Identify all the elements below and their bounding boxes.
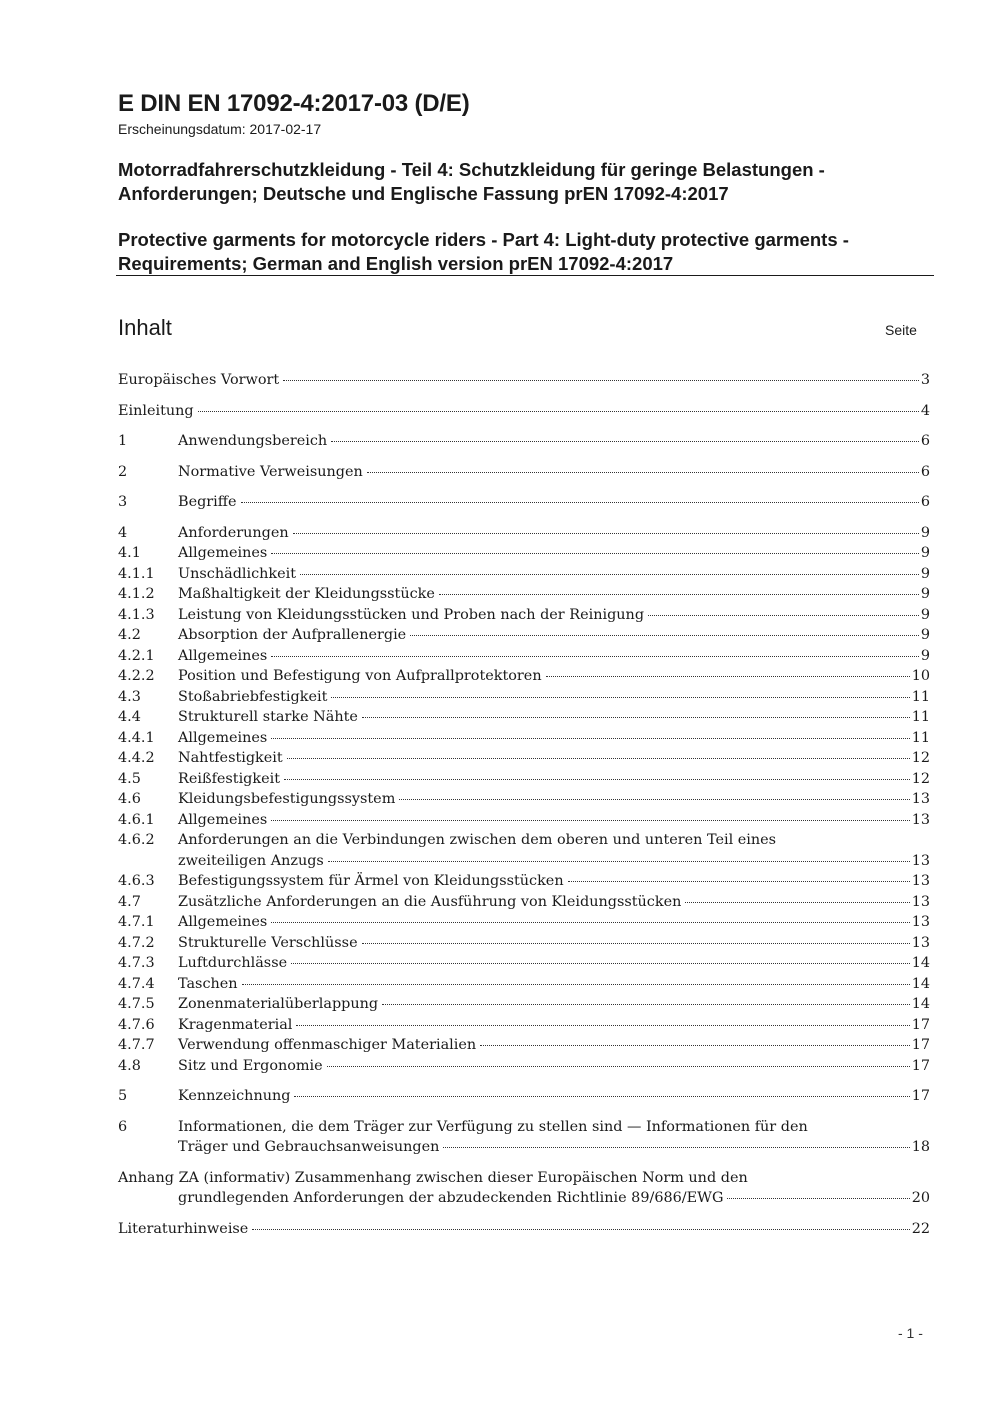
dot-leader <box>252 1229 909 1230</box>
dot-leader <box>331 697 909 698</box>
toc-entry-page: 12 <box>911 770 930 787</box>
toc-entry[interactable] <box>118 789 930 810</box>
toc-entry[interactable] <box>118 687 930 708</box>
toc-entry-page: 13 <box>911 873 930 889</box>
toc-entry-title: Informationen, die dem Träger zur Verfügung zu stellen sind — Informationen für den <box>178 1118 808 1135</box>
publication-date: Erscheinungsdatum: 2017-02-17 <box>118 121 322 137</box>
toc-entry-page: 17 <box>911 1057 930 1074</box>
toc-entry-number: 4.1.2 <box>118 586 155 602</box>
toc-entry[interactable] <box>118 370 930 391</box>
toc-entry-title: Allgemeines <box>178 811 268 828</box>
dot-leader <box>293 533 919 534</box>
toc-entry-number: 4.7.7 <box>118 1037 155 1053</box>
dot-leader <box>546 676 910 677</box>
dot-leader <box>300 574 919 575</box>
toc-entry-page: 17 <box>911 1037 930 1053</box>
toc-entry[interactable] <box>118 401 930 422</box>
page-number: - 1 - <box>898 1325 923 1341</box>
header-divider <box>116 275 934 276</box>
toc-entry-title: Position und Befestigung von Aufprallprotektoren <box>178 668 542 684</box>
dot-leader <box>685 902 909 903</box>
toc-entry-number: 4.7.6 <box>118 1016 155 1033</box>
toc-entry-number: 4.2 <box>118 627 141 643</box>
dot-leader <box>283 380 919 381</box>
toc-entry-page: 11 <box>911 709 930 725</box>
toc-entry-title-cont: Träger und Gebrauchsanweisungen <box>178 1139 440 1155</box>
toc-entry[interactable] <box>118 523 930 544</box>
toc-entry[interactable] <box>118 830 930 851</box>
toc-entry-page: 18 <box>911 1139 930 1155</box>
toc-entry-title-cont: grundlegenden Anforderungen der abzudeckenden Richtlinie 89/686/EWG <box>178 1190 724 1206</box>
toc-entry-title: Stoßabriebfestigkeit <box>178 688 328 705</box>
toc-entry-continuation[interactable] <box>118 1188 930 1209</box>
toc-entry-title: Einleitung <box>118 402 194 419</box>
toc-entry-title: Begriffe <box>178 494 237 510</box>
dot-leader <box>399 799 909 800</box>
dot-leader <box>327 1066 910 1067</box>
toc-entry-number: 4.3 <box>118 688 141 705</box>
toc-entry-number: 4.7.2 <box>118 934 155 951</box>
toc-entry-page: 4 <box>920 402 930 419</box>
toc-entry-title: Leistung von Kleidungsstücken und Proben nach der Reinigung <box>178 606 645 623</box>
toc-entry-title: Reißfestigkeit <box>178 770 281 787</box>
toc-entry[interactable] <box>118 912 930 933</box>
toc-entry[interactable] <box>118 1056 930 1077</box>
toc-entry[interactable] <box>118 748 930 769</box>
toc-entry[interactable] <box>118 564 930 585</box>
dot-leader <box>331 441 919 442</box>
toc-entry-number: 4.7.1 <box>118 914 155 930</box>
toc-entry[interactable] <box>118 666 930 687</box>
toc-entry[interactable] <box>118 892 930 913</box>
dot-leader <box>241 502 919 503</box>
dot-leader <box>296 1025 909 1026</box>
toc-entry-page: 14 <box>911 975 930 992</box>
toc-entry-number: 4.2.2 <box>118 668 155 684</box>
toc-entry[interactable] <box>118 1117 930 1138</box>
toc-entry-page: 17 <box>911 1016 930 1033</box>
toc-entry-title: Sitz und Ergonomie <box>178 1057 323 1074</box>
toc-entry-page: 9 <box>920 524 930 541</box>
toc-entry-number: 4 <box>118 524 128 541</box>
toc-entry-title: Strukturelle Verschlüsse <box>178 934 358 951</box>
toc-entry[interactable] <box>118 646 930 667</box>
toc-entry-page: 9 <box>920 545 930 561</box>
toc-entry-page: 13 <box>911 791 930 807</box>
toc-entry-title: Allgemeines <box>178 914 268 930</box>
page-column-label: Seite <box>885 322 917 338</box>
toc-entry-page: 13 <box>911 852 930 869</box>
dot-leader <box>271 820 909 821</box>
toc-entry-title: Allgemeines <box>178 729 268 746</box>
toc-entry[interactable] <box>118 543 930 564</box>
toc-entry-title: Anwendungsbereich <box>178 433 328 449</box>
toc-entry[interactable] <box>118 1168 930 1189</box>
dot-leader <box>410 635 919 636</box>
dot-leader <box>271 553 919 554</box>
toc-entry-page: 14 <box>911 996 930 1012</box>
toc-entry-page: 9 <box>920 565 930 582</box>
toc-entry[interactable] <box>118 1219 930 1240</box>
dot-leader <box>367 472 919 473</box>
toc-entry[interactable] <box>118 707 930 728</box>
toc-entry-number: 4.7.3 <box>118 955 155 971</box>
toc-entry-title: Zonenmaterialüberlappung <box>178 996 379 1012</box>
toc-entry-number: 4.7.5 <box>118 996 155 1012</box>
toc-entry-title: Anforderungen <box>178 524 289 541</box>
toc-entry-number: 4.1.1 <box>118 565 155 582</box>
toc-entry-page: 22 <box>911 1220 930 1237</box>
toc-entry[interactable] <box>118 974 930 995</box>
toc-entry-number: 5 <box>118 1088 128 1104</box>
title-german: Motorradfahrerschutzkleidung - Teil 4: Schutzkleidung für geringe Belastungen - Anforderungen; Deutsche und Englische Fassung prEN 17092-4:2017 <box>118 159 825 204</box>
toc-entry-title: Verwendung offenmaschiger Materialien <box>178 1037 477 1053</box>
toc-entry-title: Absorption der Aufprallenergie <box>178 627 407 643</box>
dot-leader <box>198 411 919 412</box>
toc-entry-page: 20 <box>911 1190 930 1206</box>
dot-leader <box>284 779 910 780</box>
toc-entry-number: 3 <box>118 494 128 510</box>
toc-entry-title: Anforderungen an die Verbindungen zwischen dem oberen und unteren Teil eines <box>178 832 777 848</box>
toc-entry[interactable] <box>118 625 930 646</box>
toc-entry-title: Luftdurchlässe <box>178 955 288 971</box>
toc-entry-page: 9 <box>920 586 930 602</box>
toc-entry-page: 11 <box>911 688 930 705</box>
toc-entry-page: 12 <box>911 750 930 766</box>
toc-entry[interactable] <box>118 933 930 954</box>
toc-entry-number: 4.2.1 <box>118 647 155 664</box>
toc-entry-number: 4.6.2 <box>118 832 155 848</box>
dot-leader <box>568 881 910 882</box>
toc-entry-page: 6 <box>920 433 930 449</box>
toc-entry-number: 4.1 <box>118 545 141 561</box>
toc-entry-number: 4.6.1 <box>118 811 155 828</box>
dot-leader <box>727 1198 909 1199</box>
toc-entry-page: 13 <box>911 811 930 828</box>
dot-leader <box>362 717 910 718</box>
toc-entry-continuation[interactable] <box>118 851 930 872</box>
toc-entry-number: 4.8 <box>118 1057 141 1074</box>
dot-leader <box>271 656 919 657</box>
toc-entry-title: Allgemeines <box>178 647 268 664</box>
toc-entry-title: Nahtfestigkeit <box>178 750 283 766</box>
toc-entry-page: 6 <box>920 494 930 510</box>
toc-entry-page: 10 <box>911 668 930 684</box>
toc-entry-title: Kragenmaterial <box>178 1016 293 1033</box>
table-of-contents <box>118 370 930 1239</box>
dot-leader <box>439 594 919 595</box>
dot-leader <box>648 615 919 616</box>
toc-entry[interactable] <box>118 1086 930 1107</box>
toc-entry-page: 13 <box>911 914 930 930</box>
toc-entry[interactable] <box>118 953 930 974</box>
toc-entry[interactable] <box>118 769 930 790</box>
toc-entry-number: 4.6 <box>118 791 141 807</box>
toc-entry-title: Taschen <box>178 975 238 992</box>
toc-entry-title: Strukturell starke Nähte <box>178 709 358 725</box>
toc-entry-number: 1 <box>118 433 128 449</box>
toc-entry-number: 4.6.3 <box>118 873 155 889</box>
toc-entry-title: Maßhaltigkeit der Kleidungsstücke <box>178 586 435 602</box>
dot-leader <box>443 1147 909 1148</box>
toc-entry-page: 6 <box>920 463 930 480</box>
toc-entry-title: Allgemeines <box>178 545 268 561</box>
toc-entry-page: 3 <box>920 372 930 388</box>
toc-entry-number: 2 <box>118 463 128 480</box>
toc-entry-page: 14 <box>911 955 930 971</box>
toc-entry-page: 11 <box>911 729 930 746</box>
toc-entry-continuation[interactable] <box>118 1137 930 1158</box>
toc-entry-page: 13 <box>911 934 930 951</box>
toc-heading: Inhalt <box>118 315 172 340</box>
toc-entry-page: 9 <box>920 627 930 643</box>
toc-entry-title: Unschädlichkeit <box>178 565 297 582</box>
toc-entry-title-cont: zweiteiligen Anzugs <box>178 852 324 869</box>
toc-entry-title: Literaturhinweise <box>118 1220 249 1237</box>
toc-entry-page: 9 <box>920 647 930 664</box>
toc-entry-title: Kleidungsbefestigungssystem <box>178 791 396 807</box>
toc-entry-title: Anhang ZA (informativ) Zusammenhang zwischen dieser Europäischen Norm und den <box>118 1169 748 1186</box>
dot-leader <box>294 1096 909 1097</box>
toc-entry[interactable] <box>118 871 930 892</box>
title-english: Protective garments for motorcycle riders - Part 4: Light-duty protective garments - Requirements; German and English version prEN 17092-4:2017 <box>118 229 849 274</box>
dot-leader <box>480 1045 910 1046</box>
toc-entry[interactable] <box>118 1035 930 1056</box>
toc-entry[interactable] <box>118 994 930 1015</box>
toc-entry-number: 4.4 <box>118 709 141 725</box>
toc-entry-number: 6 <box>118 1118 128 1135</box>
toc-entry-number: 4.5 <box>118 770 141 787</box>
toc-entry[interactable] <box>118 462 930 483</box>
toc-entry-page: 9 <box>920 606 930 623</box>
toc-entry-number: 4.7 <box>118 893 141 910</box>
dot-leader <box>287 758 910 759</box>
dot-leader <box>382 1004 910 1005</box>
toc-entry-title: Befestigungssystem für Ärmel von Kleidungsstücken <box>178 873 564 889</box>
toc-entry-page: 17 <box>911 1088 930 1104</box>
toc-entry-title: Zusätzliche Anforderungen an die Ausführung von Kleidungsstücken <box>178 893 682 910</box>
toc-entry[interactable] <box>118 810 930 831</box>
toc-entry[interactable] <box>118 584 930 605</box>
toc-entry-title: Europäisches Vorwort <box>118 372 280 388</box>
toc-entry-number: 4.4.1 <box>118 729 155 746</box>
toc-entry-title: Kennzeichnung <box>178 1088 291 1104</box>
toc-entry-number: 4.7.4 <box>118 975 155 992</box>
dot-leader <box>242 984 910 985</box>
toc-entry-number: 4.4.2 <box>118 750 155 766</box>
toc-entry-page: 13 <box>911 893 930 910</box>
toc-entry[interactable] <box>118 492 930 513</box>
toc-entry-title: Normative Verweisungen <box>178 463 363 480</box>
toc-entry-number: 4.1.3 <box>118 606 155 623</box>
dot-leader <box>271 922 909 923</box>
toc-entry[interactable] <box>118 728 930 749</box>
dot-leader <box>328 861 910 862</box>
toc-entry[interactable] <box>118 1015 930 1036</box>
dot-leader <box>271 738 909 739</box>
toc-entry[interactable] <box>118 431 930 452</box>
toc-entry[interactable] <box>118 605 930 626</box>
document-title: E DIN EN 17092-4:2017-03 (D/E) <box>118 90 470 117</box>
dot-leader <box>362 943 910 944</box>
dot-leader <box>291 963 910 964</box>
